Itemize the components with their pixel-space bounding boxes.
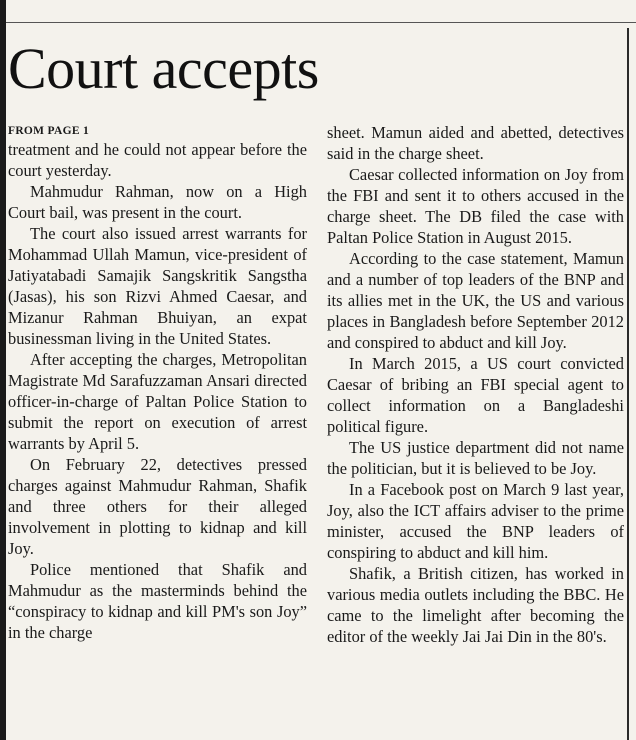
paragraph: Shafik, a British citizen, has worked in various media outlets including the BBC. He came to the limelight after becoming the editor of the weekly Jai Jai Din in the 80's. — [327, 564, 624, 646]
paragraph: The court also issued arrest warrants for Mohammad Ullah Mamun, vice-president of Jatiyatabadi Samajik Sangskritik Sangstha (Jasas), his son Rizvi Ahmed Caesar, and Mizanur Rahman Bhuiyan, an expat businessman living in the United States. — [8, 224, 307, 348]
paragraph: Caesar collected information on Joy from the FBI and sent it to others accused in the charge sheet. The DB filed the case with Paltan Police Station in August 2015. — [327, 165, 624, 247]
paragraph: In March 2015, a US court convicted Caesar of bribing an FBI special agent to collect information on a Bangladeshi political figure. — [327, 354, 624, 436]
paragraph: treatment and he could not appear before the court yesterday. — [8, 140, 307, 180]
page-left-edge — [0, 0, 6, 740]
jump-label: FROM PAGE 1 — [8, 125, 90, 137]
headline: Court accepts — [8, 36, 319, 101]
paragraph: In a Facebook post on March 9 last year, Joy, also the ICT affairs adviser to the prime minister, accused the BNP leaders of conspiring to abduct and kill him. — [327, 480, 624, 562]
column-edge-rule — [627, 28, 629, 740]
paragraph: sheet. Mamun aided and abetted, detectives said in the charge sheet. — [327, 123, 624, 163]
paragraph: Police mentioned that Shafik and Mahmudur as the masterminds behind the “conspiracy to kidnap and kill PM's son Joy” in the charge — [8, 560, 307, 642]
paragraph: According to the case statement, Mamun and a number of top leaders of the BNP and its allies met in the UK, the US and various places in Bangladesh before September 2012 and conspired to abduct and kill Joy. — [327, 249, 624, 352]
article-column-right — [327, 122, 624, 740]
paragraph: On February 22, detectives pressed charges against Mahmudur Rahman, Shafik and three others for their alleged involvement in plotting to kidnap and kill Joy. — [8, 455, 307, 558]
paragraph: After accepting the charges, Metropolitan Magistrate Md Sarafuzzaman Ansari directed officer-in-charge of Paltan Police Station to submit the report on execution of arrest warrants by April 5. — [8, 350, 307, 453]
paragraph: The US justice department did not name the politician, but it is believed to be Joy. — [327, 438, 624, 478]
article-column-left — [8, 122, 307, 740]
paragraph: Mahmudur Rahman, now on a High Court bail, was present in the court. — [8, 182, 307, 222]
header-rule — [6, 22, 636, 23]
